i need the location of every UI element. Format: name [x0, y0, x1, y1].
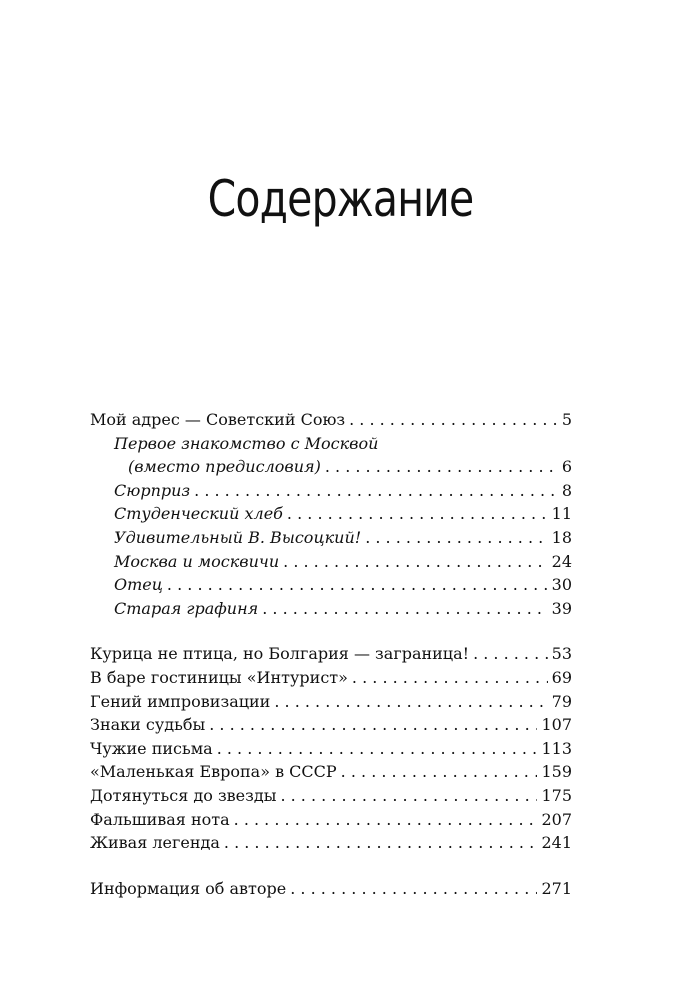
- page-title: Содержание: [207, 170, 474, 228]
- toc-entry-title: Курица не птица, но Болгария — заграница!: [90, 644, 470, 664]
- toc-entry-title: Чужие письма: [90, 738, 213, 758]
- toc-entry-title: Гений импровизации: [90, 691, 271, 711]
- toc-entry[interactable]: [90, 690, 572, 714]
- toc-entry-page: 113: [541, 738, 572, 758]
- toc-entry-page: 79: [551, 691, 572, 711]
- toc-entry-title: В баре гостиницы «Интурист»: [90, 667, 348, 687]
- dot-leader: [280, 784, 537, 808]
- toc-entry-page: 39: [551, 598, 572, 618]
- toc-entry-title: Удивительный В. Высоцкий!: [114, 527, 362, 547]
- toc-entry-title: Фальшивая нота: [90, 809, 230, 829]
- toc-entry-page: 5: [561, 410, 572, 429]
- toc-subentry[interactable]: [90, 526, 572, 550]
- dot-leader: [287, 502, 548, 526]
- toc-entry-title: Информация об авторе: [90, 878, 287, 898]
- dot-leader: [290, 877, 537, 901]
- toc-entry[interactable]: [90, 831, 572, 855]
- toc-entry-title: Первое знакомство с Москвой: [114, 433, 379, 453]
- toc-entry-page: 53: [551, 644, 572, 664]
- toc-entry-title: Сюрприз: [114, 480, 191, 500]
- dot-leader: [262, 597, 547, 621]
- toc-entry[interactable]: [90, 713, 572, 737]
- toc-entry-title: Москва и москвичи: [114, 551, 280, 571]
- toc-entry-title: «Маленькая Европа» в СССР: [90, 762, 337, 782]
- toc-entry-title: Дотянуться до звезды: [90, 785, 277, 805]
- dot-leader: [349, 408, 558, 432]
- toc-entry[interactable]: [90, 877, 572, 901]
- toc-entry[interactable]: [90, 808, 572, 832]
- dot-leader: [352, 666, 548, 690]
- dot-leader: [217, 737, 538, 761]
- dot-leader: [274, 690, 547, 714]
- toc-entry-page: 107: [541, 715, 572, 735]
- toc-entry-title: Отец: [114, 575, 163, 595]
- section-spacer: [90, 620, 572, 642]
- toc-entry-page: 69: [551, 667, 572, 687]
- toc-subentry[interactable]: [90, 502, 572, 526]
- toc-entry-page: 24: [551, 551, 572, 571]
- dot-leader: [167, 573, 548, 597]
- toc-entry[interactable]: [90, 784, 572, 808]
- dot-leader: [209, 713, 537, 737]
- dot-leader: [194, 479, 558, 503]
- dot-leader: [341, 760, 538, 784]
- dot-leader: [473, 642, 548, 666]
- toc-subentry[interactable]: [90, 432, 572, 456]
- toc-entry[interactable]: [90, 760, 572, 784]
- toc-entry-page: 207: [541, 809, 572, 829]
- toc-entry-title: Старая графиня: [114, 598, 259, 618]
- toc-entry-page: 8: [561, 480, 572, 500]
- toc-entry-title: (вместо предисловия): [128, 457, 321, 477]
- toc-entry-page: 11: [551, 504, 572, 524]
- toc-subentry[interactable]: [90, 573, 572, 597]
- toc-entry-title: Живая легенда: [90, 833, 220, 853]
- dot-leader: [283, 550, 547, 574]
- dot-leader: [325, 455, 558, 479]
- dot-leader: [224, 831, 538, 855]
- toc-entry-title: Знаки судьбы: [90, 715, 206, 735]
- toc-entry-title: Студенческий хлеб: [114, 504, 283, 524]
- toc-entry-page: 271: [541, 878, 572, 898]
- toc-subentry[interactable]: [90, 597, 572, 621]
- toc-subentry[interactable]: [90, 479, 572, 503]
- toc-entry[interactable]: [90, 408, 572, 432]
- toc-entry-page: 6: [561, 457, 572, 477]
- toc-entry[interactable]: [90, 666, 572, 690]
- toc-entry-page: 18: [551, 527, 572, 547]
- toc-entry[interactable]: [90, 642, 572, 666]
- dot-leader: [365, 526, 547, 550]
- toc-entry[interactable]: [90, 737, 572, 761]
- table-of-contents: [90, 408, 572, 900]
- dot-leader: [234, 808, 538, 832]
- section-spacer: [90, 855, 572, 877]
- toc-entry-title: Мой адрес — Советский Союз: [90, 410, 346, 429]
- toc-entry-page: 241: [541, 833, 572, 853]
- toc-entry-page: 30: [551, 575, 572, 595]
- toc-subentry[interactable]: [90, 550, 572, 574]
- toc-entry-page: 159: [541, 762, 572, 782]
- toc-entry-page: 175: [541, 785, 572, 805]
- toc-subentry[interactable]: [90, 455, 572, 479]
